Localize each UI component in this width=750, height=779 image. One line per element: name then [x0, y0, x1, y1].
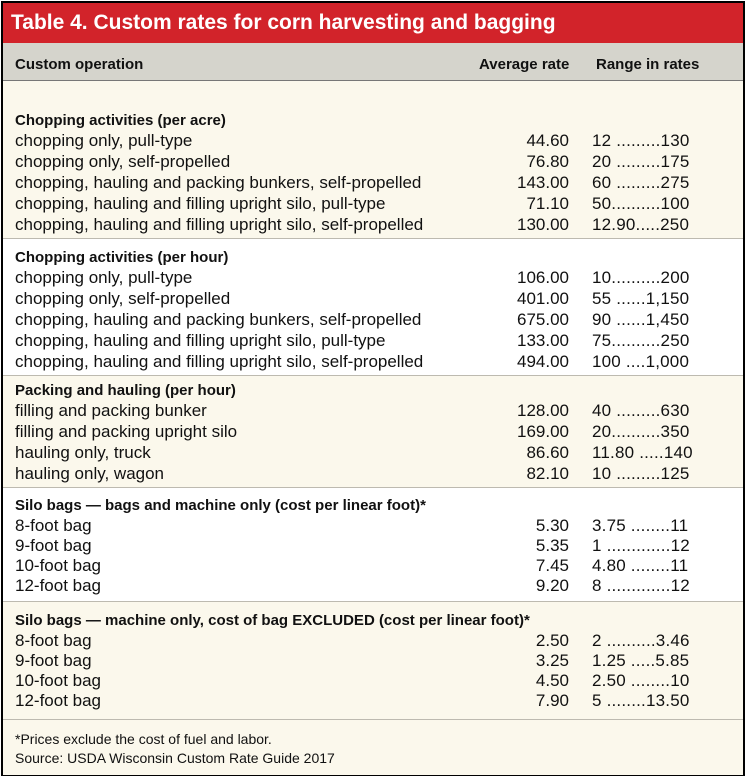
table-row [3, 215, 743, 235]
row-range: 10 .........125 [592, 464, 690, 483]
table-row [3, 194, 743, 214]
table-row [3, 331, 743, 351]
table-frame [1, 1, 745, 776]
section-title: Chopping activities (per acre) [15, 112, 226, 129]
header-range-in-rates: Range in rates [596, 56, 700, 73]
section-title: Chopping activities (per hour) [15, 249, 229, 266]
row-name: chopping only, pull-type [15, 268, 193, 287]
row-name: 9-foot bag [15, 651, 92, 670]
row-average: 9.20 [535, 576, 569, 595]
row-name: 8-foot bag [15, 631, 92, 650]
row-range: 2 ..........3.46 [592, 631, 690, 650]
row-name: chopping only, self-propelled [15, 152, 231, 171]
row-name: hauling only, wagon [15, 464, 165, 483]
header-average-rate: Average rate [479, 56, 570, 73]
row-average: 2.50 [535, 631, 569, 650]
row-name: 8-foot bag [15, 516, 92, 535]
row-average: 133.00 [517, 331, 569, 350]
row-range: 60 .........275 [592, 173, 690, 192]
row-range: 40 .........630 [592, 401, 690, 420]
row-average: 7.45 [535, 556, 569, 575]
column-header-row [3, 43, 743, 81]
row-average: 5.30 [535, 516, 569, 535]
table-row [3, 536, 743, 556]
table-row [3, 289, 743, 309]
row-range: 2.50 ........10 [592, 671, 690, 690]
row-range: 20..........350 [592, 422, 690, 441]
section-packing-hauling [3, 376, 743, 488]
row-range: 100 ....1,000 [592, 352, 690, 371]
table-row [3, 401, 743, 421]
table-row [3, 173, 743, 193]
row-average: 5.35 [535, 536, 569, 555]
row-range: 90 ......1,450 [592, 310, 690, 329]
section-chopping-per-acre [3, 81, 743, 239]
section-title: Packing and hauling (per hour) [15, 382, 236, 399]
row-average: 7.90 [535, 691, 569, 710]
row-range: 75..........250 [592, 331, 690, 350]
section-chopping-per-hour [3, 239, 743, 376]
row-average: 675.00 [517, 310, 569, 329]
table-row [3, 152, 743, 172]
row-range: 5 ........13.50 [592, 691, 690, 710]
table-row [3, 691, 743, 711]
source-note: Source: USDA Wisconsin Custom Rate Guide 2017 [15, 750, 335, 766]
row-name: filling and packing upright silo [15, 422, 238, 441]
row-average: 44.60 [526, 131, 569, 150]
row-name: chopping, hauling and packing bunkers, self-propelled [15, 173, 422, 192]
row-name: 12-foot bag [15, 691, 102, 710]
row-range: 1 .............12 [592, 536, 690, 555]
footnote: *Prices exclude the cost of fuel and labor. [15, 731, 272, 747]
row-name: 10-foot bag [15, 671, 102, 690]
table-title: Table 4. Custom rates for corn harvesting and bagging [3, 3, 743, 43]
table-row [3, 268, 743, 288]
section-title: Silo bags — bags and machine only (cost per linear foot)* [15, 497, 426, 514]
row-average: 106.00 [517, 268, 569, 287]
row-name: chopping, hauling and filling upright silo, self-propelled [15, 215, 424, 234]
table-row [3, 556, 743, 576]
row-average: 71.10 [526, 194, 569, 213]
row-average: 128.00 [517, 401, 569, 420]
row-name: chopping only, self-propelled [15, 289, 231, 308]
table-row [3, 464, 743, 484]
row-range: 10..........200 [592, 268, 690, 287]
row-name: 12-foot bag [15, 576, 102, 595]
row-range: 11.80 .....140 [592, 443, 693, 462]
header-custom-operation: Custom operation [15, 56, 144, 73]
table-row [3, 131, 743, 151]
row-range: 12 .........130 [592, 131, 690, 150]
table-row [3, 352, 743, 372]
table-row [3, 516, 743, 536]
row-name: 9-foot bag [15, 536, 92, 555]
row-average: 169.00 [517, 422, 569, 441]
row-range: 55 ......1,150 [592, 289, 690, 308]
row-name: filling and packing bunker [15, 401, 207, 420]
table-footer [3, 719, 743, 775]
row-average: 130.00 [517, 215, 569, 234]
section-silo-bags-with-bag [3, 488, 743, 602]
row-average: 143.00 [517, 173, 569, 192]
row-average: 494.00 [517, 352, 569, 371]
section-silo-bags-machine-only [3, 602, 743, 719]
row-range: 50..........100 [592, 194, 690, 213]
table-row [3, 422, 743, 442]
row-range: 8 .............12 [592, 576, 690, 595]
row-name: chopping, hauling and filling upright silo, pull-type [15, 194, 386, 213]
row-name: chopping only, pull-type [15, 131, 193, 150]
table-row [3, 651, 743, 671]
table-row [3, 671, 743, 691]
row-range: 4.80 ........11 [592, 556, 689, 575]
table-row [3, 310, 743, 330]
row-name: hauling only, truck [15, 443, 151, 462]
row-range: 3.75 ........11 [592, 516, 689, 535]
table-row [3, 631, 743, 651]
table-row [3, 443, 743, 463]
row-name: 10-foot bag [15, 556, 102, 575]
section-title: Silo bags — machine only, cost of bag EXCLUDED (cost per linear foot)* [15, 612, 530, 629]
row-average: 76.80 [526, 152, 569, 171]
row-name: chopping, hauling and packing bunkers, self-propelled [15, 310, 422, 329]
table-row [3, 576, 743, 596]
row-average: 401.00 [517, 289, 569, 308]
row-range: 12.90.....250 [592, 215, 690, 234]
row-average: 3.25 [535, 651, 569, 670]
row-range: 1.25 .....5.85 [592, 651, 690, 670]
row-average: 82.10 [526, 464, 569, 483]
row-range: 20 .........175 [592, 152, 690, 171]
row-average: 4.50 [535, 671, 569, 690]
row-name: chopping, hauling and filling upright silo, self-propelled [15, 352, 424, 371]
row-average: 86.60 [526, 443, 569, 462]
row-name: chopping, hauling and filling upright silo, pull-type [15, 331, 386, 350]
